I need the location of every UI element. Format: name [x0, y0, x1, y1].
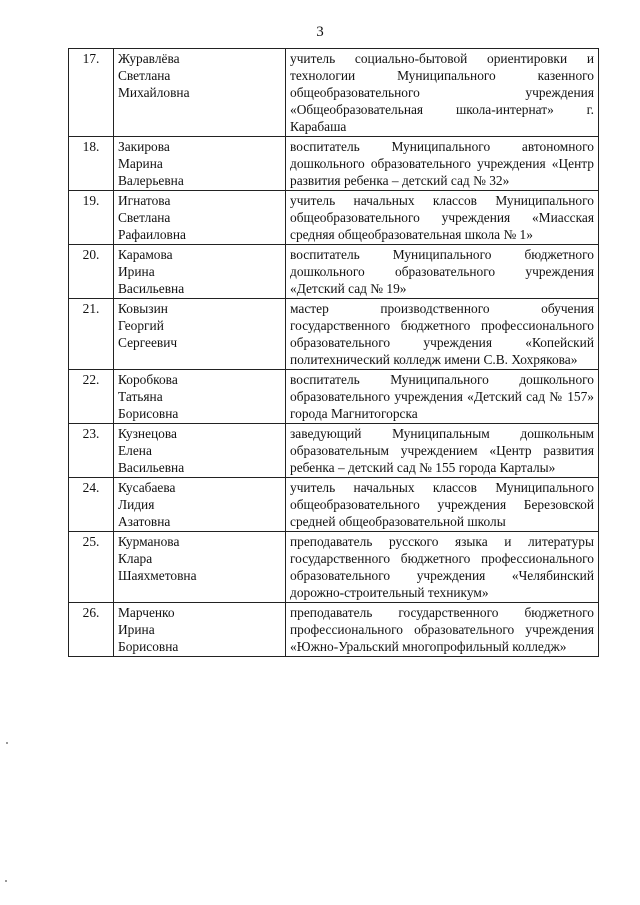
person-name-cell — [114, 532, 286, 603]
person-surname: Кусабаева — [118, 480, 176, 495]
person-surname: Карамова — [118, 247, 173, 262]
person-surname: Коробкова — [118, 372, 178, 387]
position-description: воспитатель Муниципального дошкольного образовательного учреждения «Детский сад № 157» города Магнитогорска — [286, 370, 599, 424]
person-patronymic: Сергеевич — [118, 335, 178, 350]
person-patronymic: Азатовна — [118, 514, 171, 529]
person-patronymic: Васильевна — [118, 281, 185, 296]
position-description: заведующий Муниципальным дошкольным образовательным учреждением «Центр развития ребенка – детский сад № 155 города Карталы» — [286, 424, 599, 478]
person-first-name: Лидия — [118, 497, 155, 512]
person-surname: Курманова — [118, 534, 180, 549]
person-name-cell — [114, 478, 286, 532]
person-surname: Марченко — [118, 605, 175, 620]
table-row — [69, 424, 599, 478]
person-name-cell — [114, 424, 286, 478]
person-first-name: Ирина — [118, 264, 155, 279]
roster-table-body — [69, 49, 599, 657]
person-patronymic: Валерьевна — [118, 173, 184, 188]
position-description: учитель начальных классов Муниципального общеобразовательного учреждения Березовской средней общеобразовательной школы — [286, 478, 599, 532]
person-first-name: Клара — [118, 551, 153, 566]
person-name-cell — [114, 370, 286, 424]
person-patronymic: Борисовна — [118, 639, 179, 654]
person-surname: Кузнецова — [118, 426, 177, 441]
person-name-cell — [114, 49, 286, 137]
page-number: 3 — [316, 24, 324, 40]
person-patronymic: Шаяхметовна — [118, 568, 197, 583]
person-patronymic: Борисовна — [118, 406, 179, 421]
scan-speck — [5, 880, 7, 882]
row-number: 26. — [69, 603, 114, 657]
position-description: воспитатель Муниципального автономного дошкольного образовательного учреждения «Центр развития ребенка – детский сад № 32» — [286, 137, 599, 191]
table-row — [69, 49, 599, 137]
person-first-name: Татьяна — [118, 389, 163, 404]
person-name-cell — [114, 299, 286, 370]
row-number: 19. — [69, 191, 114, 245]
person-name-cell — [114, 191, 286, 245]
scan-speck — [6, 742, 8, 744]
person-patronymic: Рафаиловна — [118, 227, 186, 242]
position-description: преподаватель русского языка и литературы государственного бюджетного профессионального образовательного учреждения «Челябинский дорожно-строительный техникум» — [286, 532, 599, 603]
person-surname: Ковызин — [118, 301, 168, 316]
row-number: 24. — [69, 478, 114, 532]
row-number: 25. — [69, 532, 114, 603]
position-description: воспитатель Муниципального бюджетного дошкольного образовательного учреждения «Детский сад № 19» — [286, 245, 599, 299]
row-number: 18. — [69, 137, 114, 191]
person-surname: Журавлёва — [118, 51, 180, 66]
person-first-name: Ирина — [118, 622, 155, 637]
table-row — [69, 245, 599, 299]
person-name-cell — [114, 603, 286, 657]
roster-table — [68, 48, 599, 657]
row-number: 21. — [69, 299, 114, 370]
person-first-name: Георгий — [118, 318, 164, 333]
person-first-name: Марина — [118, 156, 163, 171]
row-number: 22. — [69, 370, 114, 424]
person-first-name: Елена — [118, 443, 152, 458]
position-description: учитель социально-бытовой ориентировки и технологии Муниципального казенного общеобразовательного учреждения «Общеобразовательная школа-интернат» г. Карабаша — [286, 49, 599, 137]
person-name-cell — [114, 245, 286, 299]
row-number: 20. — [69, 245, 114, 299]
person-patronymic: Михайловна — [118, 85, 190, 100]
table-row — [69, 478, 599, 532]
table-row — [69, 191, 599, 245]
person-name-cell — [114, 137, 286, 191]
position-description: мастер производственного обучения государственного бюджетного профессионального образовательного учреждения «Копейский политехнический колледж имени С.В. Хохрякова» — [286, 299, 599, 370]
table-row — [69, 370, 599, 424]
person-surname: Закирова — [118, 139, 170, 154]
person-first-name: Светлана — [118, 210, 171, 225]
person-patronymic: Васильевна — [118, 460, 185, 475]
position-description: учитель начальных классов Муниципального общеобразовательного учреждения «Миасская средняя общеобразовательная школа № 1» — [286, 191, 599, 245]
person-surname: Игнатова — [118, 193, 171, 208]
position-description: преподаватель государственного бюджетного профессионального образовательного учреждения «Южно-Уральский многопрофильный колледж» — [286, 603, 599, 657]
table-row — [69, 137, 599, 191]
table-row — [69, 299, 599, 370]
table-row — [69, 603, 599, 657]
table-row — [69, 532, 599, 603]
row-number: 23. — [69, 424, 114, 478]
row-number: 17. — [69, 49, 114, 137]
person-first-name: Светлана — [118, 68, 171, 83]
